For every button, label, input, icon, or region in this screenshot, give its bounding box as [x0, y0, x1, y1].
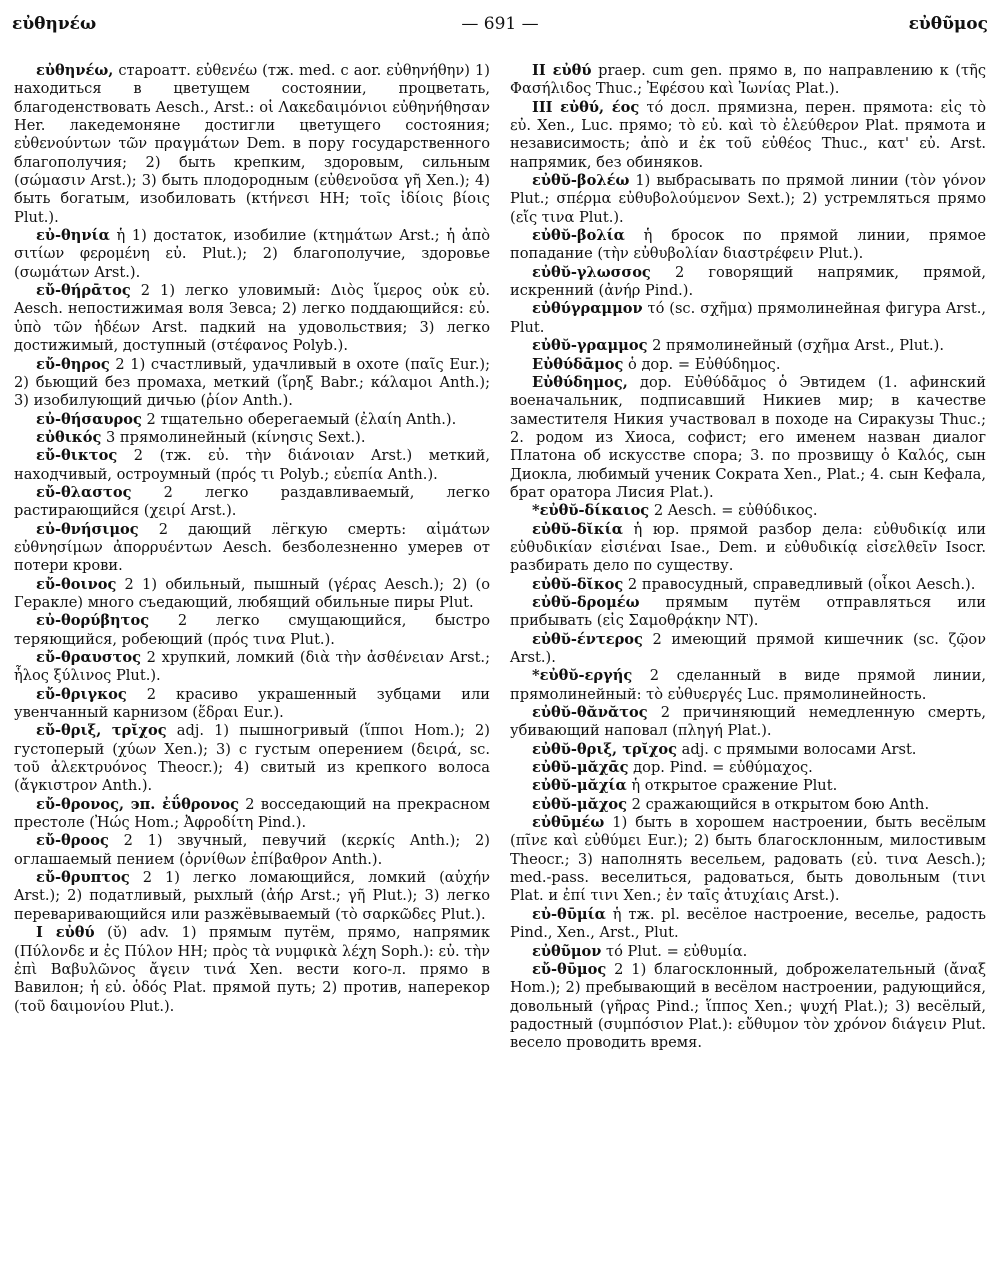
entry-headword: II εὐθύ [532, 62, 592, 79]
entry-definition: 2 говорящий напрямик, прямой, искренний (ἀνήρ Pind.). [510, 263, 986, 300]
dictionary-entry [510, 337, 986, 355]
entry-headword: εὔ-θραυστος [36, 649, 142, 666]
entry-definition: 2 сражающийся в открытом бою Anth. [627, 795, 930, 813]
entry-headword: εὔ-θρονος, эп. ἐΰθρονος [36, 795, 239, 813]
entry-headword: εὔ-θροος [36, 832, 109, 850]
entry-headword: εὔ-θρυπτος [36, 869, 130, 887]
entry-definition: 2 дающий лёгкую смерть: αἱμάτων εὐθνησίμων ἀπορρυέντων Aesch. безболезненно умерев от потери крови. [14, 520, 490, 575]
dictionary-entry [14, 356, 490, 411]
dictionary-entry [510, 594, 986, 631]
entry-definition: 1) выбрасывать по прямой линии (τὸν γόνον Plut.; σπέρμα εὐθυβολούμενον Sext.); 2) устремляться прямо (εἴς τινα Plut.). [510, 172, 986, 226]
dictionary-entry [14, 924, 490, 1016]
entry-headword: εὐθῠ-μᾰχία [532, 777, 627, 795]
entry-definition: дор. Pind. = εὐθύμαχος. [628, 759, 813, 777]
dictionary-entry [510, 356, 986, 374]
dictionary-entry [510, 961, 986, 1053]
entry-definition: 2 1) легко уловимый: Διὸς ἵμερος οὐκ εὐ. Aesch. непостижимая воля Зевса; 2) легко поддающийся: εὐ. ὑπὸ τῶν ἡδέων Arst. падкий на удовольствия; 3) легко достижимый, доступный (στέφανος Polyb.). [14, 282, 490, 355]
dictionary-entry [14, 411, 490, 429]
entry-headword: εὐ-θῡμία [532, 905, 606, 923]
entry-definition: ἡ бросок по прямой линии, прямое попадание (τὴν εὐθυβολίαν διαστρέφειν Plut.). [510, 227, 986, 263]
entry-definition: 2 восседающий на прекрасном престоле (Ἠώς Hom.; Ἀφροδίτη Pind.). [14, 795, 491, 832]
entry-definition: τό Plut. = εὐθυμία. [601, 942, 748, 960]
entry-headword: εὐθῡμέω [532, 814, 605, 832]
entry-definition: 2 хрупкий, ломкий (διὰ τὴν ἀσθένειαν Arst.; ἧλος ξύλινος Plut.). [14, 649, 490, 685]
page-number: — 691 — [461, 14, 539, 34]
dictionary-entry [510, 374, 986, 502]
dictionary-entry [14, 62, 490, 227]
right-column [510, 62, 986, 1053]
dictionary-entry [14, 447, 490, 484]
entry-headword: εὐθικός [36, 428, 102, 446]
dictionary-entry [510, 943, 986, 961]
entry-headword: εὔ-θριξ, τρῐχος [36, 722, 167, 740]
dictionary-entry [14, 869, 490, 924]
entry-definition: (ῠ) adv. 1) прямым путём, прямо, напрямик (Πύλονδε и ἐς Πύλον HH; πρὸς τὰ νυμφικὰ λέχη Soph.): εὐ. τὴν ἐπὶ Βαβυλῶνος ἄγειν τινά Xen. вести кого-л. прямо в Вавилон; ἡ εὐ. ὁδός Plat. прямой путь; 2) против, наперекор (τοῦ δαιμονίου Plut.). [14, 924, 491, 1015]
entry-definition: adj. 1) пышногривый (ἵπποι Hom.); 2) густоперый (χύων Xen.); 3) с густым оперением (δειρά, sc. τοῦ ἀλεκτρυόνος Theocr.); 4) свитый из крепкого волоса (ἄγκιστρον Anth.). [14, 722, 490, 795]
page-header [12, 14, 988, 44]
dictionary-entry [14, 227, 490, 282]
entry-definition: 2 причиняющий немедленную смерть, убивающий наповал (πληγή Plat.). [510, 704, 986, 740]
dictionary-entry [14, 832, 490, 869]
dictionary-entry [14, 521, 490, 576]
entry-headword: Εὐθύδημος, [532, 373, 628, 391]
entry-headword: εὐθύγραμμον [532, 300, 643, 318]
entry-headword: εὐθῠ-γραμμος [532, 337, 648, 355]
dictionary-entry [510, 62, 986, 99]
entry-headword: εὐθῠ-μᾰχος [532, 795, 628, 813]
entry-headword: εὐθῠ-δῐκία [532, 520, 623, 538]
entry-definition: adj. с прямыми волосами Arst. [677, 740, 917, 758]
dictionary-entry [510, 906, 986, 943]
dictionary-entry [510, 521, 986, 576]
entry-definition: 2 правосудный, справедливый (οἶκοι Aesch.). [623, 575, 976, 593]
dictionary-entry [510, 631, 986, 668]
entry-definition: 2 сделанный в виде прямой линии, прямолинейный: τὸ εὐθυεργές Luc. прямолинейность. [510, 667, 986, 703]
entry-definition: 2 1) счастливый, удачливый в охоте (παῖς Eur.); 2) бьющий без промаха, меткий (ἴρηξ Babr.; κάλαμοι Anth.); 3) изобилующий дичью (ῥίον Anth.). [14, 355, 490, 410]
dictionary-entry [510, 99, 986, 172]
dictionary-entry [510, 796, 986, 814]
entry-headword: III εὐθύ, έος [532, 98, 640, 116]
entry-headword: εὐ-θηνία [36, 227, 110, 245]
dictionary-entry [14, 484, 490, 521]
entry-definition: ἡ тж. pl. весёлое настроение, веселье, радость Pind., Xen., Arst., Plut. [510, 905, 986, 942]
entry-headword: εὐθηνέω, [36, 62, 114, 79]
entry-definition: praep. cum gen. прямо в, по направлению к (τῆς Φασήλιδος Thuc.; Ἐφέσου καὶ Ἰωνίας Plat.). [510, 62, 986, 98]
dictionary-entry [510, 576, 986, 594]
dictionary-entry [510, 777, 986, 795]
entry-definition: дор. Εὐθύδᾱμος ὁ Эвтидем (1. афинский военачальник, подписавший Никиев мир; в качестве заместителя Никия участвовал в походе на Сиракузы Thuc.; 2. родом из Хиоса, софист; его именем назван диалог Платона об искусстве спора; 3. по прозвищу ὁ Καλός, сын Диокла, любимый ученик Сократа Xen., Plat.; 4. сын Кефала, брат оратора Лисия Plat.). [510, 373, 986, 501]
dictionary-entry [510, 172, 986, 227]
entry-headword: *εὐθῠ-δίκαιος [532, 502, 650, 520]
entry-definition: 2 1) легко ломающийся, ломкий (αὐχήν Arst.); 2) податливый, рыхлый (ἀήρ Arst.; γῆ Plut.); 3) легко переваривающийся или разжёвываемый (τὸ σαρκῶδες Plut.). [14, 869, 490, 923]
entry-headword: εὐθῠ-βολία [532, 227, 625, 245]
running-head-right: εὐθῦμος [908, 14, 988, 34]
dictionary-entry [14, 612, 490, 649]
entry-definition: ἡ 1) достаток, изобилие (κτημάτων Arst.; ἡ ἀπὸ σιτίων φερομένη εὐ. Plut.); 2) благополучие, здоровье (σωμάτων Arst.). [14, 227, 490, 281]
entry-headword: Εὐθύδᾱμος [532, 355, 624, 373]
running-head-left: εὐθηνέω [12, 14, 97, 34]
entry-definition: староатт. εὐθενέω (тж. med. с aor. εὐθηνήθην) 1) находиться в цветущем состоянии, процветать, благоденствовать Aesch., Arst.: οἱ Λακεδαιμόνιοι εὐθηνήθησαν Her. лакедемоняне достигли цветущего состояния; εὐθενούντων τῶν πραγμάτων Dem. в пору государственного благополучия; 2) быть крепким, здоровым, сильным (σώμασιν Arst.); 3) быть плодородным (εὐθενοῦσα γῆ Xen.); 4) быть богатым, изобиловать (κτήνεσι HH; τοῖς ἰδίοις βίοις Plut.). [14, 62, 490, 226]
entry-definition: 2 (тж. εὐ. τὴν διάνοιαν Arst.) меткий, находчивый, остроумный (πρός τι Polyb.; εὐεπία Anth.). [14, 447, 490, 483]
entry-headword: εὔ-θλαστος [36, 483, 132, 501]
entry-definition: 2 красиво украшенный зубцами или увенчанный карнизом (ἕδραι Eur.). [14, 685, 490, 722]
dictionary-entry [510, 227, 986, 264]
entry-definition: 1) быть в хорошем настроении, быть весёлым (πῖνε καὶ εὐθύμει Eur.); 2) быть благосклонным, милостивым Theocr.; 3) наполнять весельем, радовать (εὐ. τινα Aesch.); med.-pass. веселиться, радоваться, быть довольным (τινι Plat. и ἐπί τινι Xen.; ἐν ταῖς ἀτυχίαις Arst.). [510, 814, 986, 905]
entry-definition: прямым путём отправляться или прибывать (εἰς Σαμοθρᾴκην NT). [510, 593, 986, 630]
entry-definition: 2 1) благосклонный, доброжелательный (ἄναξ Hom.); 2) пребывающий в весёлом настроении, радующийся, довольный (γῆρας Pind.; ἵππος Xen.; ψυχή Plat.); 3) весёлый, радостный (συμπόσιον Plat.): εὔθυμον τὸν χρόνον διάγειν Plut. весело проводить время. [510, 960, 986, 1052]
entry-definition: 2 легко раздавливаемый, легко растирающийся (χειρί Arst.). [14, 483, 490, 520]
entry-headword: εὔ-θριγκος [36, 685, 127, 703]
entry-definition: 2 1) звучный, певучий (κερκίς Anth.); 2) оглашаемый пением (ὀρνίθων ἐπίβαθρον Anth.). [14, 832, 490, 868]
entry-definition: ἡ открытое сражение Plut. [626, 777, 838, 795]
dictionary-entry [14, 429, 490, 447]
dictionary-entry [510, 502, 986, 520]
dictionary-entry [510, 264, 986, 301]
entry-headword: εὐθῠ-μᾰχᾱς [532, 759, 629, 777]
dictionary-entry [14, 576, 490, 613]
entry-headword: εὔ-θηρος [36, 355, 110, 373]
entry-definition: 2 тщательно оберегаемый (ἐλαίη Anth.). [141, 410, 457, 428]
entry-headword: εὔ-θοινος [36, 575, 117, 593]
dictionary-entry [14, 282, 490, 355]
dictionary-entry [14, 649, 490, 686]
entry-definition: τό досл. прямизна, перен. прямота: εἰς τὸ εὐ. Xen., Luc. прямо; τὸ εὐ. καὶ τὸ ἐλεύθερον Plat. прямота и независимость; ἀπὸ и ἐκ τοῦ εὐθέος Thuc., κατ' εὐ. Arst. напрямик, без обиняков. [510, 98, 986, 171]
entry-headword: I εὐθύ [36, 924, 95, 942]
dictionary-entry [510, 704, 986, 741]
entry-headword: εὔ-θικτος [36, 447, 118, 465]
dictionary-entry [510, 741, 986, 759]
entry-definition: 2 имеющий прямой кишечник (sc. ζῷον Arst.). [510, 630, 986, 666]
entry-headword: εὐθῠ-γλωσσος [532, 263, 651, 281]
entry-headword: εὐ-θνήσιμος [36, 520, 139, 538]
dictionary-entry [14, 686, 490, 723]
entry-headword: εὐθῠ-βολέω [532, 172, 630, 190]
entry-headword: εὐ-θορύβητος [36, 612, 150, 630]
entry-definition: 2 Aesch. = εὐθύδικος. [649, 502, 818, 520]
dictionary-entry [14, 722, 490, 795]
entry-headword: εὐθῠ-θριξ, τρῐχος [532, 740, 678, 758]
entry-definition: 2 1) обильный, пышный (γέρας Aesch.); 2) (о Геракле) много съедающий, любящий обильные пиры Plut. [14, 575, 490, 611]
dictionary-entry [14, 796, 490, 833]
entry-definition: ὁ дор. = Εὐθύδημος. [623, 355, 781, 373]
entry-headword: εὔ-θήρᾱτος [36, 282, 131, 300]
dictionary-entry [510, 667, 986, 704]
entry-definition: 3 прямолинейный (κίνησις Sext.). [101, 428, 366, 446]
dictionary-entry [510, 814, 986, 906]
entry-headword: εὐθῠ-δρομέω [532, 593, 640, 611]
entry-headword: εὐ-θήσαυρος [36, 410, 142, 428]
entry-headword: εὔ-θῡμος [532, 960, 607, 978]
entry-definition: 2 прямолинейный (σχῆμα Arst., Plut.). [647, 337, 944, 355]
entry-definition: 2 легко смущающийся, быстро теряющийся, робеющий (πρός τινα Plut.). [14, 612, 490, 648]
entry-headword: εὐθῠ-έντερος [532, 630, 643, 648]
entry-headword: εὐθῠ-δῐκος [532, 575, 624, 593]
entry-headword: εὐθῠ-θᾰνᾰτος [532, 704, 648, 722]
entry-definition: ἡ юр. прямой разбор дела: εὐθυδικίᾳ или εὐθυδικίαν εἰσιέναι Isae., Dem. и εὐθυδικίᾳ εἰσελθεῖν Isocr. разбирать дело по существу. [510, 520, 986, 575]
entry-headword: εὐθῦμον [532, 942, 602, 960]
left-column [14, 62, 490, 1016]
dictionary-entry [510, 300, 986, 337]
entry-headword: *εὐθῠ-εργής [532, 667, 633, 685]
dictionary-entry [510, 759, 986, 777]
entry-definition: τό (sc. σχῆμα) прямолинейная фигура Arst., Plut. [510, 300, 986, 336]
